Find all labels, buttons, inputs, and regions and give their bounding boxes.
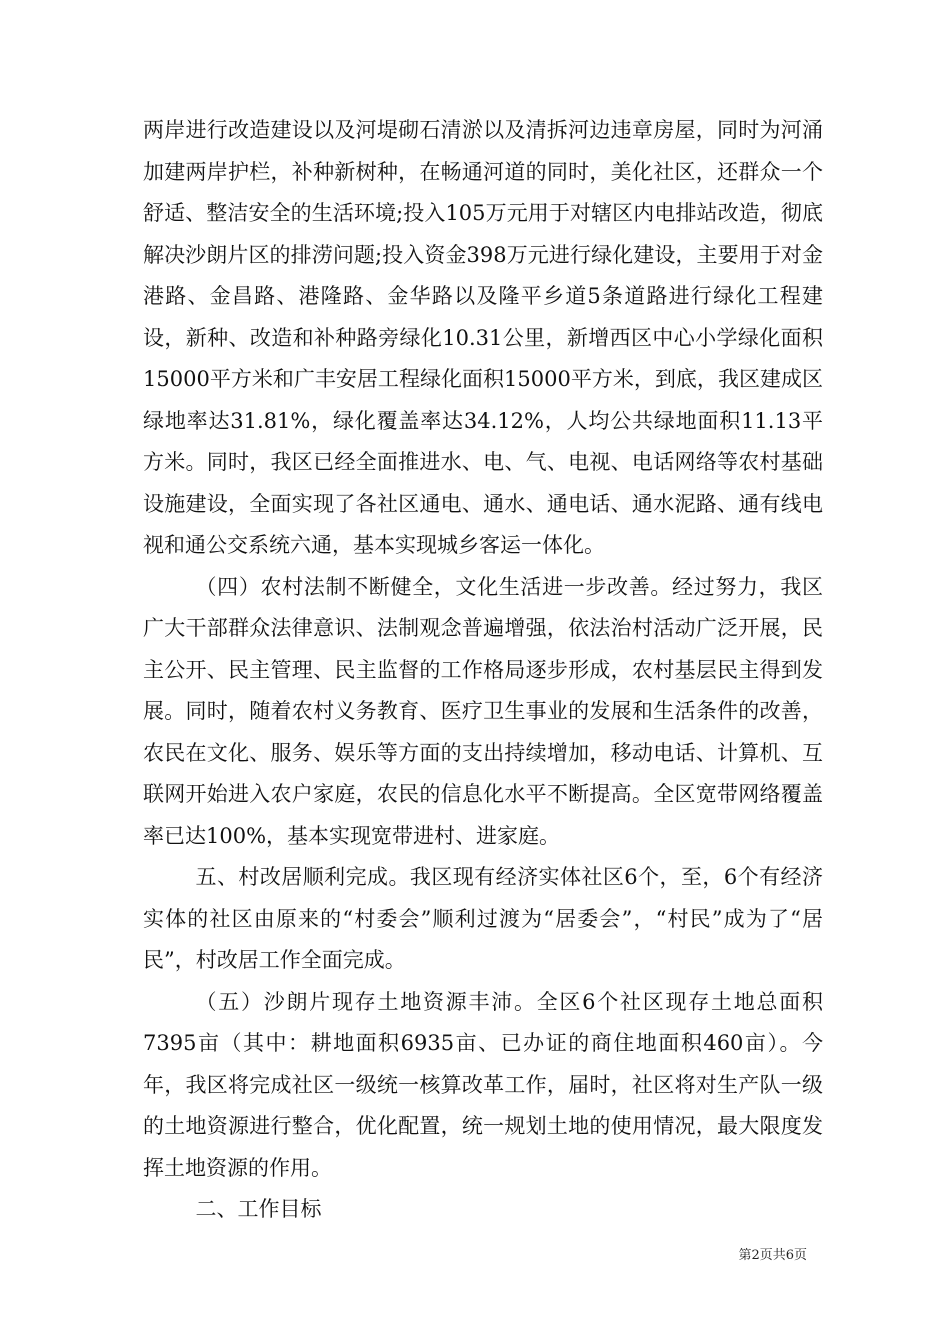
paragraph-greening: 两岸进行改造建设以及河堤砌石清淤以及清拆河边违章房屋，同时为河涌加建两岸护栏，补种新树种，在畅通河道的同时，美化社区，还群众一个舒适、整洁安全的生活环境;投入105万元用于对辖区内电排站改造，彻底解决沙朗片区的排涝问题;投入资金398万元进行绿化建设，主要用于对金港路、金昌路、港隆路、金华路以及隆平乡道5条道路进行绿化工程建设，新种、改造和补种路旁绿化10.31公里，新增西区中心小学绿化面积15000平方米和广丰安居工程绿化面积15000平方米，到底，我区建成区绿地率达31.81%，绿化覆盖率达34.12%，人均公共绿地面积11.13平方米。同时，我区已经全面推进水、电、气、电视、电话网络等农村基础设施建设，全面实现了各社区通电、通水、通电话、通水泥路、通有线电视和通公交系统六通，基本实现城乡客运一体化。 <box>143 118 823 557</box>
paragraph-rural-legal: （四）农村法制不断健全，文化生活进一步改善。经过努力，我区广大干部群众法律意识、法制观念普遍增强，依法治村活动广泛开展，民主公开、民主管理、民主监督的工作格局逐步形成，农村基层民主得到发展。同时，随着农村义务教育、医疗卫生事业的发展和生活条件的改善，农民在文化、服务、娱乐等方面的支出持续增加，移动电话、计算机、互联网开始进入农户家庭，农民的信息化水平不断提高。全区宽带网络覆盖率已达100%，基本实现宽带进村、进家庭。 <box>143 574 823 848</box>
page-number-footer: 第2页共6页 <box>738 1248 807 1263</box>
paragraph-land-resources: （五）沙朗片现存土地资源丰沛。全区6个社区现存土地总面积7395亩（其中：耕地面积6935亩、已办证的商住地面积460亩）。今年，我区将完成社区一级统一核算改革工作，届时，社区将对生产队一级的土地资源进行整合，优化配置，统一规划土地的使用情况，最大限度发挥土地资源的作用。 <box>143 989 823 1180</box>
section-heading-work-goals: 二、工作目标 <box>195 1197 322 1221</box>
document-body <box>143 110 823 1231</box>
paragraph-village-to-residence: 五、村改居顺利完成。我区现有经济实体社区6个，至，6个有经济实体的社区由原来的“村委会”顺利过渡为“居委会”，“村民”成为了“居民”，村改居工作全面完成。 <box>143 865 823 972</box>
